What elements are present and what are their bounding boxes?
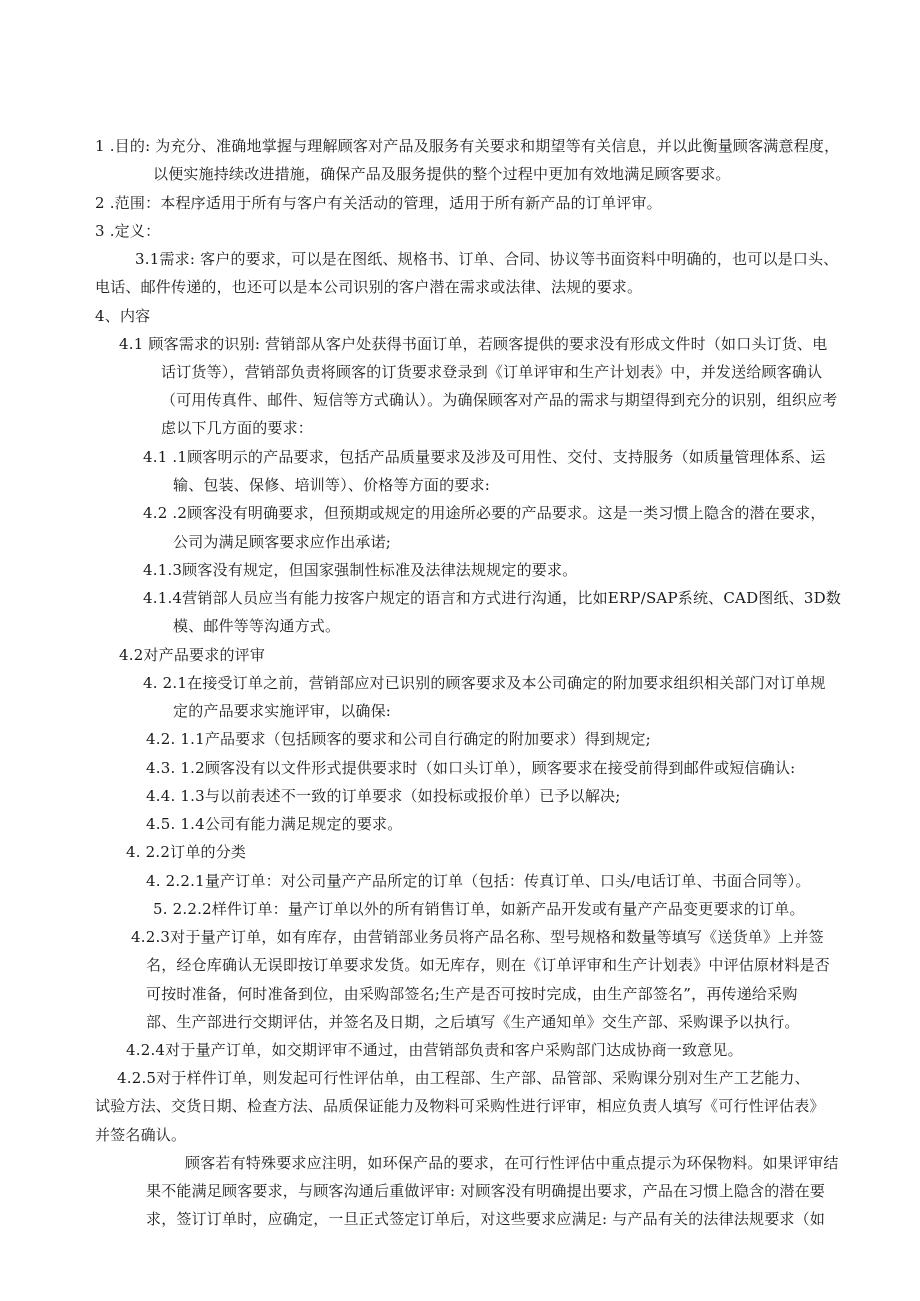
text-line: 试验方法、交货日期、检查方法、品质保证能力及物料可采购性进行评审，相应负责人填写《可行性评估表》: [95, 1097, 825, 1115]
text-line: 4.2.4对于量产订单，如交期评审不通过，由营销部负责和客户采购部门达成协商一致意见。: [126, 1041, 743, 1059]
text-line: 4. 2.1在接受订单之前，营销部应对已识别的顾客要求及本公司确定的附加要求组织相关部门对订单规: [143, 674, 826, 692]
text-line: 并签名确认。: [95, 1126, 187, 1144]
text-line: 4.2. 1.1产品要求（包括顾客的要求和公司自行确定的附加要求）得到规定;: [146, 730, 651, 748]
text-line: 果不能满足顾客要求，与顾客沟通后重做评审: 对顾客没有明确提出要求，产品在习惯上隐含的潜在要: [146, 1182, 826, 1200]
text-line: 部、生产部进行交期评估，并签名及日期，之后填写《生产通知单》交生产部、采购课予以执行。: [146, 1013, 800, 1031]
text-line: 输、包装、保修、培训等）、价格等方面的要求:: [173, 476, 490, 494]
text-line: 求，签订订单时，应确定，一旦正式签定订单后，对这些要求应满足: 与产品有关的法律法规要求（如: [146, 1210, 826, 1228]
text-line: 4. 2.2订单的分类: [126, 843, 247, 861]
text-line: 虑以下几方面的要求：: [161, 419, 314, 437]
text-line: 5. 2.2.2样件订单：量产订单以外的所有销售订单，如新产品开发或有量产产品变更要求的订单。: [153, 900, 805, 918]
text-line: 4. 2.2.1量产订单：对公司量产产品所定的订单（包括：传真订单、口头/电话订单、书面合同等）。: [146, 872, 811, 890]
text-line: 以便实施持续改进措施，确保产品及服务提供的整个过程中更加有效地满足顾客要求。: [153, 165, 731, 183]
text-line: 4.1 .1顾客明示的产品要求，包括产品质量要求及涉及可用性、交付、支持服务（如质量管理体系、运: [143, 448, 826, 466]
text-line: 4.2.3对于量产订单，如有库存，由营销部业务员将产品名称、型号规格和数量等填写《送货单》上并签: [131, 928, 824, 946]
text-line: 1 .目的: 为充分、准确地掌握与理解顾客对产品及服务有关要求和期望等有关信息，并以此衡量顾客满意程度，: [95, 137, 840, 155]
text-line: 4.2.5对于样件订单，则发起可行性评估单，由工程部、生产部、品管部、采购课分别对生产工艺能力、: [117, 1069, 810, 1087]
text-line: 模、邮件等等沟通方式。: [173, 617, 341, 635]
text-line: 4.5. 1.4公司有能力满足规定的要求。: [146, 815, 403, 833]
text-line: 话订货等），营销部负责将顾客的订货要求登录到《订单评审和生产计划表》中，并发送给顾客确认: [161, 363, 823, 381]
text-line: 4.4. 1.3与以前表述不一致的订单要求（如投标或报价单）已予以解决;: [146, 787, 621, 805]
text-line: 可按时准备，何时准备到位，由采购部签名;生产是否可按时完成，由生产部签名”，再传递给采购: [146, 985, 798, 1003]
text-line: 4.3. 1.2顾客没有以文件形式提供要求时（如口头订单），顾客要求在接受前得到邮件或短信确认:: [146, 759, 796, 777]
text-line: 公司为满足顾客要求应作出承诺;: [173, 533, 392, 551]
text-line: 顾客若有特殊要求应注明，如环保产品的要求，在可行性评估中重点提示为环保物料。如果评审结: [185, 1154, 839, 1172]
text-line: 4.2对产品要求的评审: [119, 646, 266, 664]
text-line: 3.1需求: 客户的要求，可以是在图纸、规格书、订单、合同、协议等书面资料中明确的，也可以是口头、: [135, 250, 839, 268]
text-line: 4.1 顾客需求的识别: 营销部从客户处获得书面订单，若顾客提供的要求没有形成文件时（如口头订货、电: [119, 335, 828, 353]
text-line: 4.1.3顾客没有规定，但国家强制性标准及法律法规规定的要求。: [143, 561, 578, 579]
text-line: 电话、邮件传递的，也还可以是本公司识别的客户潜在需求或法律、法规的要求。: [95, 278, 643, 296]
text-line: 定的产品要求实施评审，以确保:: [173, 702, 392, 720]
text-line: 4、内容: [95, 307, 151, 325]
text-line: （可用传真件、邮件、短信等方式确认）。为确保顾客对产品的需求与期望得到充分的识别，组织应考: [161, 391, 838, 409]
text-line: 2 .范围：本程序适用于所有与客户有关活动的管理，适用于所有新产品的订单评审。: [95, 194, 662, 212]
text-line: 名，经仓库确认无误即按订单要求发货。如无库存，则在《订单评审和生产计划表》中评估原材料是否: [146, 956, 831, 974]
text-line: 4.1.4营销部人员应当有能力按客户规定的语言和方式进行沟通，比如ERP/SAP系统、CAD图纸、3D数: [143, 589, 842, 607]
text-line: 3 .定义：: [95, 222, 161, 240]
text-line: 4.2 .2顾客没有明确要求，但预期或规定的用途所必要的产品要求。这是一类习惯上隐含的潜在要求，: [143, 504, 826, 522]
